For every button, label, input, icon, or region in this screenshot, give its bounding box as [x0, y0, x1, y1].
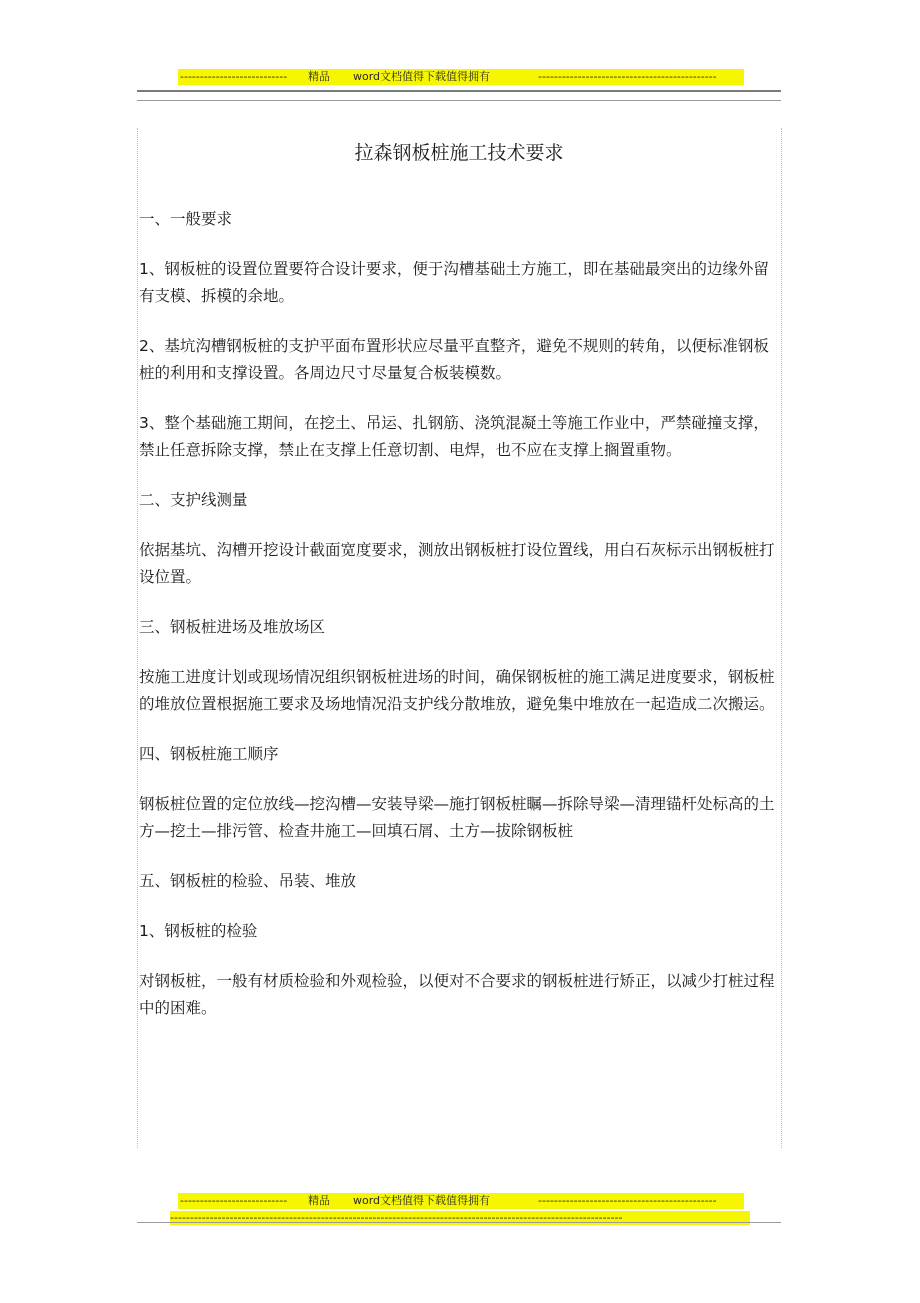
- paragraph: 依据基坑、沟槽开挖设计截面宽度要求，测放出钢板桩打设位置线，用白石灰标示出钢板桩打设位置。: [139, 541, 775, 586]
- paragraph: 3、整个基础施工期间，在挖土、吊运、扎钢筋、浇筑混凝土等施工作业中，严禁碰撞支撑，禁止任意拆除支撑，禁止在支撑上任意切割、电焊，也不应在支撑上搁置重物。: [139, 414, 769, 459]
- page-frame-right: [781, 128, 782, 1148]
- section-heading: 二、支护线测量: [139, 491, 248, 509]
- section-heading: 三、钢板桩进场及堆放场区: [139, 618, 326, 636]
- paragraph: 1、钢板桩的设置位置要符合设计要求，便于沟槽基础土方施工，即在基础最突出的边缘外留有支模、拆模的余地。: [139, 260, 769, 305]
- paragraph: 按施工进度计划或现场情况组织钢板桩进场的时间，确保钢板桩的施工满足进度要求，钢板桩的堆放位置根据施工要求及场地情况沿支护线分散堆放，避免集中堆放在一起造成二次搬运。: [139, 668, 775, 713]
- document-body: [139, 206, 775, 1045]
- header-rule-thin: [137, 100, 781, 101]
- header-banner: [178, 69, 744, 85]
- footer-rule: [137, 1222, 781, 1223]
- page-frame-left: [137, 128, 138, 1148]
- paragraph: 2、基坑沟槽钢板桩的支护平面布置形状应尽量平直整齐，避免不规则的转角，以便标准钢板桩的利用和支撑设置。各周边尺寸尽量复合板装模数。: [139, 337, 769, 382]
- banner-dashes-right: ---------------------------------------------: [538, 1194, 717, 1207]
- banner-dashes-left: ---------------------------: [180, 1194, 288, 1207]
- banner-dashes-right: ---------------------------------------------: [538, 70, 717, 83]
- subsection-heading: 1、钢板桩的检验: [139, 922, 258, 940]
- footer-dash-line: ------------------------------------------------------------------------------------------------------------------: [170, 1211, 750, 1225]
- banner-brand: 精品: [308, 1194, 330, 1207]
- section-heading: 五、钢板桩的检验、吊装、堆放: [139, 872, 357, 890]
- document-title: 拉森钢板桩施工技术要求: [354, 142, 564, 164]
- paragraph: 对钢板桩，一般有材质检验和外观检验，以便对不合要求的钢板桩进行矫正，以减少打桩过程中的困难。: [139, 972, 775, 1017]
- section-heading: 一、一般要求: [139, 210, 233, 228]
- paragraph: 钢板桩位置的定位放线—挖沟槽—安装导梁—施打钢板桩瞩—拆除导梁—清理锚杆处标高的土方—挖土—排污管、检查井施工—回填石屑、土方—拔除钢板桩: [139, 795, 775, 840]
- banner-word-text: word文档值得下载值得拥有: [353, 70, 491, 83]
- banner-dashes-left: ---------------------------: [180, 70, 288, 83]
- footer-banner: [178, 1193, 744, 1209]
- header-rule: [137, 90, 781, 92]
- banner-word-text: word文档值得下载值得拥有: [353, 1194, 491, 1207]
- section-heading: 四、钢板桩施工顺序: [139, 745, 279, 763]
- banner-brand: 精品: [308, 70, 330, 83]
